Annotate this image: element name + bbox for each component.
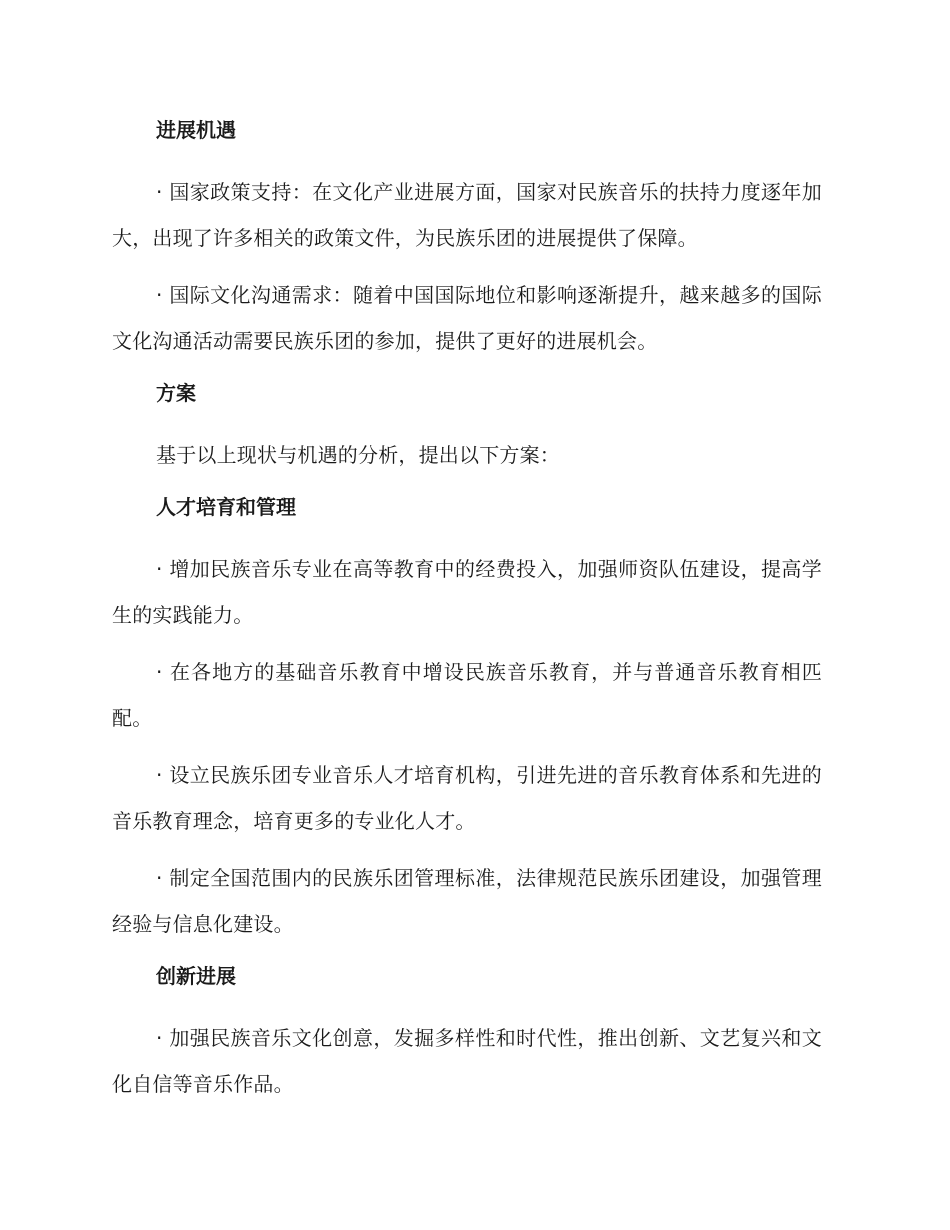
paragraph-talent-4: · 制定全国范围内的民族乐团管理标准，法律规范民族乐团建设，加强管理经验与信息化建设。	[112, 866, 822, 936]
paragraph-plan-intro: 基于以上现状与机遇的分析，提出以下方案：	[156, 443, 560, 467]
document-body	[112, 112, 822, 1107]
paragraph-international-exchange: · 国际文化沟通需求：随着中国国际地位和影响逐渐提升，越来越多的国际文化沟通活动需要民族乐团的参加，提供了更好的进展机会。	[112, 283, 822, 353]
paragraph-talent-2: · 在各地方的基础音乐教育中增设民族音乐教育，并与普通音乐教育相匹配。	[112, 660, 822, 730]
paragraph-talent-3: · 设立民族乐团专业音乐人才培育机构，引进先进的音乐教育体系和先进的音乐教育理念，培育更多的专业化人才。	[112, 763, 822, 833]
paragraph-talent-1: · 增加民族音乐专业在高等教育中的经费投入，加强师资队伍建设，提高学生的实践能力。	[112, 557, 822, 627]
section-heading-opportunity: 进展机遇	[156, 118, 236, 142]
paragraph-innovation-1: · 加强民族音乐文化创意，发掘多样性和时代性，推出创新、文艺复兴和文化自信等音乐作品。	[112, 1026, 822, 1096]
section-heading-talent: 人才培育和管理	[156, 495, 296, 519]
section-heading-innovation: 创新进展	[156, 964, 236, 988]
paragraph-policy-support: · 国家政策支持：在文化产业进展方面，国家对民族音乐的扶持力度逐年加大，出现了许多相关的政策文件，为民族乐团的进展提供了保障。	[112, 180, 822, 250]
section-heading-plan: 方案	[156, 381, 196, 405]
